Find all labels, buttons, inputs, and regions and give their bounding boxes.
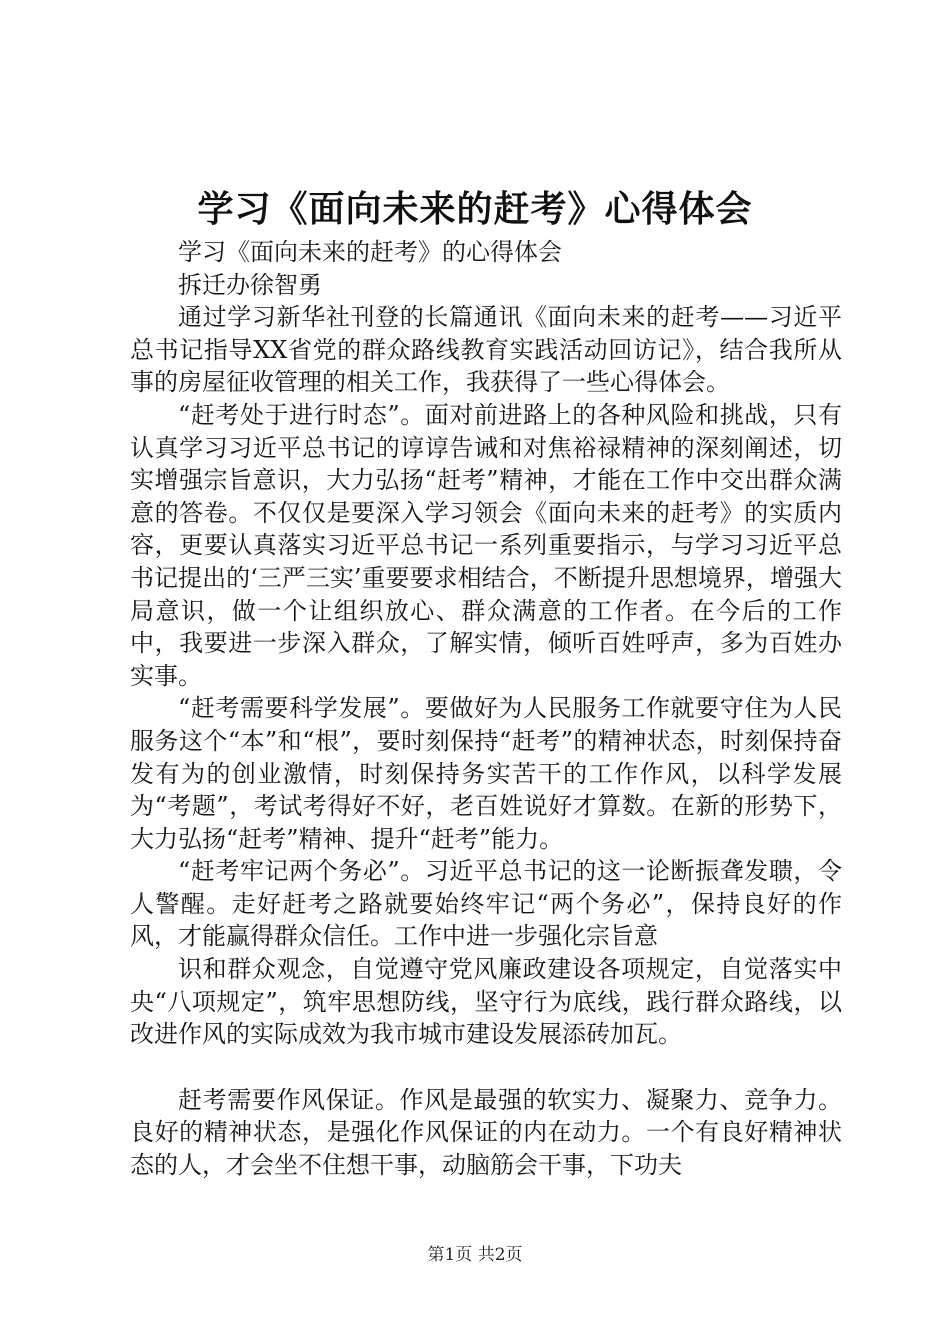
paragraph: “赶考牢记两个务必”。习近平总书记的这一论断振聋发聩，令人警醒。走好赶考之路就要始终牢记“两个务必”，保持良好的作风，才能赢得群众信任。工作中进一步强化宗旨意 xyxy=(130,857,842,951)
paragraph: 通过学习新华社刊登的长篇通讯《面向未来的赶考——习近平总书记指导XX省党的群众路线教育实践活动回访记》，结合我所从事的房屋征收管理的相关工作，我获得了一些心得体会。 xyxy=(130,303,842,397)
author-line: 拆迁办徐智勇 xyxy=(178,270,322,299)
document-title: 学习《面向未来的赶考》心得体会 xyxy=(197,188,753,230)
subtitle: 学习《面向未来的赶考》的心得体会 xyxy=(178,238,562,266)
document-body xyxy=(130,236,842,1182)
paragraph: “赶考需要科学发展”。要做好为人民服务工作就要守住为人民服务这个“本”和“根”，要时刻保持“赶考”的精神状态，时刻保持奋发有为的创业激情，时刻保持务实苦干的工作作风，以科学发展为“考题”，考试考得好不好，老百姓说好才算数。在新的形势下，大力弘扬“赶考”精神、提升“赶考”能力。 xyxy=(130,694,842,853)
page-number: 第1页 共2页 xyxy=(427,1245,523,1265)
paragraph: 识和群众观念，自觉遵守党风廉政建设各项规定，自觉落实中央“八项规定”，筑牢思想防线，坚守行为底线，践行群众路线，以改进作风的实际成效为我市城市建设发展添砖加瓦。 xyxy=(130,955,842,1049)
paragraph: 赶考需要作风保证。作风是最强的软实力、凝聚力、竞争力。良好的精神状态，是强化作风保证的内在动力。一个有良好精神状态的人，才会坐不住想干事，动脑筋会干事，下功夫 xyxy=(130,1085,842,1180)
paragraph: “赶考处于进行时态”。面对前进路上的各种风险和挑战，只有认真学习习近平总书记的谆谆告诫和对焦裕禄精神的深刻阐述，切实增强宗旨意识，大力弘扬“赶考”精神，才能在工作中交出群众满意的答卷。不仅仅是要深入学习领会《面向未来的赶考》的实质内容，更要认真落实习近平总书记一系列重要指示，与学习习近平总书记提出的‘三严三实’重要要求相结合，不断提升思想境界，增强大局意识，做一个让组织放心、群众满意的工作者。在今后的工作中，我要进一步深入群众，了解实情，倾听百姓呼声，多为百姓办实事。 xyxy=(130,400,842,690)
